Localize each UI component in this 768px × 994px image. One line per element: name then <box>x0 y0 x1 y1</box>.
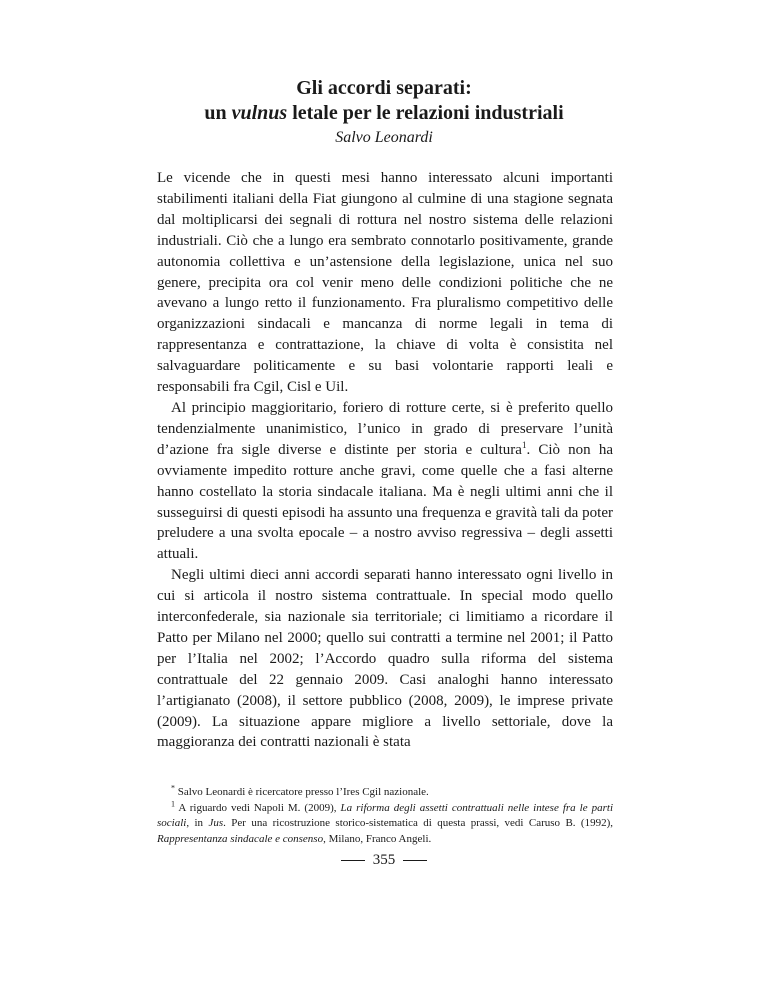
paragraph-2-end: . Ciò non ha ovviamente impedito rotture anche gravi, come quelle che a fasi alterne hanno costellato la storia sindacale italiana. Ma è negli ultimi anni che il susseguirsi di questi episodi ha assunto una frequenza e gravità tali da poter preludere a una svolta epocale – a nostro avviso regressiva – degli assetti attuali. <box>157 441 613 563</box>
author: Salvo Leonardi <box>335 129 433 146</box>
title-prefix: un <box>204 102 232 124</box>
paragraph-3: Negli ultimi dieci anni accordi separati hanno interessato ogni livello in cui si articola il nostro sistema contrattuale. In special modo quello interconfederale, sia nazionale sia territoriale; ci limitiamo a ricordare il Patto per Milano nel 2000; quello sui contratti a termine nel 2001; il Patto per l’Italia nel 2002; l’Accordo quadro sulla riforma del sistema contrattuale del 22 gennaio 2009. Casi analoghi hanno interessato l’artigianato (2008), il settore pubblico (2008, 2009), le imprese private (2009). La situazione appare migliore a livello settoriale, dove la maggioranza dei contratti nazionali è stata <box>157 567 613 751</box>
paragraph-2-start: Al principio maggioritario, foriero di rotture certe, si è preferito quello tendenzialmente unanimistico, l’unico in grado di preservare l’unità d’azione fra sigle diverse e distinte per storia e cultura <box>157 399 613 458</box>
footnote-1-journal: Jus <box>208 817 224 829</box>
footnote-star-text: Salvo Leonardi è ricercatore presso l’Ires Cgil nazionale. <box>175 786 429 798</box>
paragraph-1: Le vicende che in questi mesi hanno interessato alcuni importanti stabilimenti italiani della Fiat giungono al culmine di una stagione segnata dal moltiplicarsi dei segnali di rottura nel nostro sistema delle relazioni industriali. Ciò che a lungo era sembrato connotarlo positivamente, grande autonomia collettiva e un’astensione della legislazione, unica nel suo genere, precipita ora col venir meno delle condizioni politiche che ne avevano a lungo retto il funzionamento. Fra pluralismo competitivo delle organizzazioni sindacali e mancanza di norme legali in tema di rappresentanza e contrattazione, la chiave di volta è consistita nel salvaguardare politicamente e su basi volontarie rapporti leali e responsabili fra Cgil, Cisl e Uil. <box>157 170 613 396</box>
article-body <box>157 168 613 753</box>
page-number-dash-right <box>403 860 427 861</box>
footnote-1-g: , Milano, Franco Angeli. <box>323 832 432 845</box>
article-header <box>0 76 768 148</box>
footnote-1-mark: 1 <box>171 798 175 808</box>
footnote-1-book: Rappresentanza sindacale e consenso <box>157 832 324 845</box>
footnote-1-e: . Per una ricostruzione storico-sistematica di questa prassi, vedi Caruso B. (1992), <box>223 817 614 829</box>
footnotes <box>157 785 613 847</box>
footnote-1 <box>157 798 614 848</box>
title-emphasis: vulnus <box>231 102 288 124</box>
footnote-star-mark: * <box>171 783 175 793</box>
paragraph-2 <box>157 398 613 565</box>
footnote-1-title: La riforma degli assetti contrattuali nelle intese fra le parti sociali <box>157 801 613 829</box>
page-number-dash-left <box>341 860 365 861</box>
page-number <box>0 850 768 870</box>
page-number-value: 355 <box>372 852 396 868</box>
footnote-author <box>157 785 613 801</box>
footnote-ref-1: 1 <box>521 439 527 450</box>
footnote-1-c: , in <box>186 817 209 829</box>
title-line-2 <box>0 101 768 126</box>
title-line-1: Gli accordi separati: <box>296 77 472 99</box>
title-suffix: letale per le relazioni industriali <box>287 102 564 124</box>
footnote-1-a: A riguardo vedi Napoli M. (2009), <box>175 801 341 814</box>
